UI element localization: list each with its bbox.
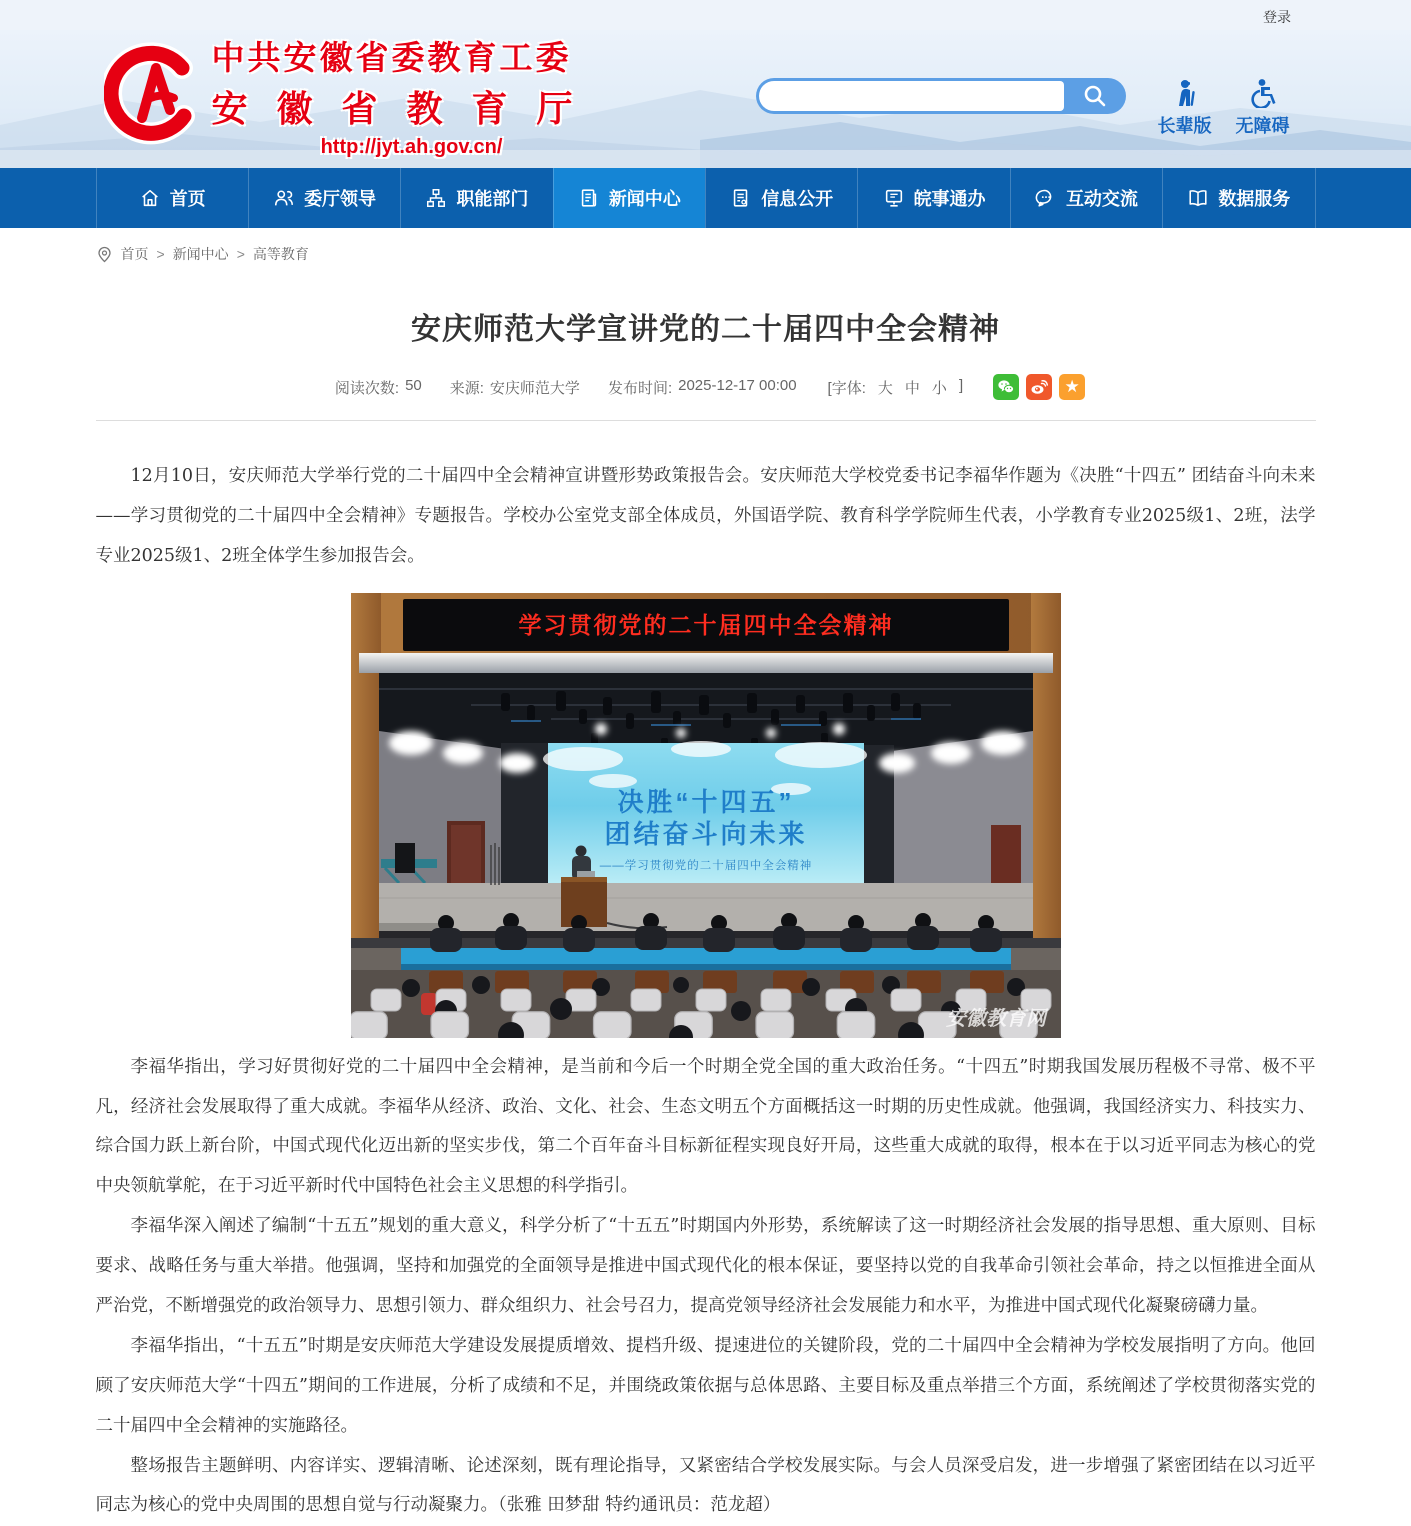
breadcrumb-separator: > — [236, 246, 245, 262]
font-label-end: ] — [958, 376, 964, 394]
article-paragraph: 整场报告主题鲜明、内容详实、逻辑清晰、论述深刻，既有理论指导，又紧密结合学校发展实际。与会人员深受启发，进一步增强了紧密团结在以习近平同志为核心的党中央周围的思想自觉与行动凝聚力。（张雅 田梦甜 特约通讯员：范龙超） — [95, 1455, 1316, 1516]
nav-label: 新闻中心 — [608, 189, 681, 209]
views-label: 阅读次数: — [334, 379, 400, 397]
article-meta — [96, 374, 1316, 400]
photo-screen-line1: 决胜“十四五” — [616, 786, 795, 817]
monitor-icon — [883, 187, 905, 209]
main-nav — [0, 168, 1411, 228]
nav-item-departments[interactable] — [400, 168, 552, 228]
site-logo[interactable] — [104, 32, 612, 159]
search-button[interactable] — [1064, 78, 1126, 114]
article-paragraph: 李福华深入阐述了编制“十五五”规划的重大意义，科学分析了“十五五”时期国内外形势，系统解读了这一时期经济社会发展的指导思想、重大原则、目标要求、战略任务与重大举措。他强调，坚持和加强党的全面领导是推进中国式现代化的根本保证，要坚持以党的自我革命引领社会革命，持之以恒推进全面从严治党，不断增强党的政治领导力、思想引领力、群众组织力、社会号召力，提高党领导经济社会发展能力和水平，为推进中国式现代化凝聚磅礴力量。 — [95, 1216, 1316, 1317]
meta-divider — [96, 420, 1316, 421]
date-label: 发布时间: — [607, 379, 673, 397]
nav-label: 信息公开 — [761, 189, 834, 209]
breadcrumb — [96, 244, 1316, 264]
home-icon — [139, 187, 161, 209]
search-box — [756, 78, 1126, 114]
article-paragraph: 12月10日，安庆师范大学举行党的二十届四中全会精神宣讲暨形势政策报告会。安庆师范大学校党委书记李福华作题为《决胜“十四五” 团结奋斗向未来——学习贯彻党的二十届四中全会精神》专题报告。学校办公室党支部全体成员，外国语学院、教育科学学院师生代表，小学教育专业2025级1、2班，法学专业2025级1、2班全体学生参加报告会。 — [95, 466, 1316, 566]
open-book-icon — [1187, 187, 1209, 209]
accessibility-label: 无障碍 — [1235, 116, 1290, 136]
org-name-line1: 中共安徽省委教育工委 — [211, 39, 572, 76]
nav-label: 职能部门 — [456, 189, 529, 209]
wheelchair-icon — [1248, 78, 1278, 108]
breadcrumb-higher-education[interactable]: 高等教育 — [252, 246, 309, 262]
search-input[interactable] — [759, 81, 1064, 111]
accessibility-link[interactable] — [1236, 78, 1290, 138]
login-link[interactable]: 登录 — [1263, 9, 1291, 25]
font-label: [字体: — [827, 379, 866, 397]
nav-item-interaction[interactable] — [1010, 168, 1162, 228]
article-body — [96, 457, 1316, 1526]
share-weibo-button[interactable] — [1026, 374, 1052, 400]
share-favorite-button[interactable] — [1059, 374, 1085, 400]
font-size-switcher — [825, 377, 967, 398]
nav-item-home[interactable] — [96, 168, 248, 228]
elder-mode-link[interactable] — [1158, 78, 1212, 138]
meta-date — [608, 377, 797, 398]
article-paragraph: 李福华指出，学习好贯彻好党的二十届四中全会精神，是当前和今后一个时期全党全国的重大政治任务。“十四五”时期我国发展历程极不寻常、极不平凡，经济社会发展取得了重大成就。李福华从经济、政治、文化、社会、生态文明五个方面概括这一时期的历史性成就。他强调，我国经济实力、科技实力、综合国力跃上新台阶，中国式现代化迈出新的坚实步伐，第二个百年奋斗目标新征程实现良好开局，这些重大成就的取得，根本在于以习近平同志为核心的党中央领航掌舵，在于习近平新时代中国特色社会主义思想的科学指引。 — [95, 1056, 1316, 1197]
source-value: 安庆师范大学 — [489, 379, 580, 397]
logo-emblem-icon — [104, 40, 204, 145]
article-photo — [351, 593, 1061, 1038]
meta-views — [335, 377, 422, 398]
nav-label: 数据服务 — [1218, 189, 1291, 209]
nav-item-leaders[interactable] — [248, 168, 400, 228]
nav-item-news[interactable] — [553, 168, 705, 228]
photo-led-banner-text: 学习贯彻党的二十届四中全会精神 — [518, 611, 893, 638]
site-header-banner — [0, 30, 1411, 168]
breadcrumb-news-center[interactable]: 新闻中心 — [172, 246, 229, 262]
nav-label: 委厅领导 — [304, 189, 377, 209]
nav-item-data[interactable] — [1162, 168, 1315, 228]
share-bar — [993, 374, 1085, 400]
nav-item-info-disclosure[interactable] — [705, 168, 857, 228]
elder-mode-label: 长辈版 — [1157, 116, 1212, 136]
search-icon — [1082, 83, 1108, 109]
document-icon — [730, 187, 752, 209]
wechat-icon — [997, 378, 1015, 396]
nav-label: 皖事通办 — [913, 189, 986, 209]
location-pin-icon — [96, 246, 113, 263]
share-wechat-button[interactable] — [993, 374, 1019, 400]
date-value: 2025-12-17 00:00 — [678, 376, 797, 394]
breadcrumb-separator: > — [156, 246, 165, 262]
photo-screen-line2: 团结奋斗向未来 — [603, 818, 808, 849]
org-url: http://jyt.ah.gov.cn/ — [320, 136, 503, 158]
source-label: 来源: — [449, 379, 484, 397]
top-strip — [0, 0, 1411, 30]
breadcrumb-home[interactable]: 首页 — [120, 246, 149, 262]
views-value: 50 — [405, 376, 422, 394]
article-paragraph: 李福华指出，“十五五”时期是安庆师范大学建设发展提质增效、提档升级、提速进位的关键阶段，党的二十届四中全会精神为学校发展指明了方向。他回顾了安庆师范大学“十四五”期间的工作进展，分析了成绩和不足，并围绕政策依据与总体思路、主要目标及重点举措三个方面，系统阐述了学校贯彻落实党的二十届四中全会精神的实施路径。 — [95, 1335, 1316, 1436]
meta-source — [450, 377, 580, 398]
nav-label: 首页 — [169, 189, 206, 209]
news-icon — [578, 187, 600, 209]
nav-label: 互动交流 — [1065, 189, 1138, 209]
people-icon — [273, 187, 295, 209]
chat-icon — [1035, 187, 1057, 209]
nav-item-services[interactable] — [857, 168, 1009, 228]
article-container — [96, 304, 1316, 1526]
photo-screen-line3: ——学习贯彻党的二十届四中全会精神 — [599, 859, 812, 872]
auditorium-photo — [351, 593, 1061, 1038]
elder-person-icon — [1170, 78, 1200, 108]
star-icon: ★ — [1064, 377, 1080, 396]
org-name-line2: 安徽省教育厅 — [211, 88, 602, 129]
org-chart-icon — [425, 187, 447, 209]
weibo-icon — [1030, 378, 1048, 396]
photo-watermark: 安徽教育网 — [945, 1007, 1046, 1030]
article-title: 安庆师范大学宣讲党的二十届四中全会精神 — [411, 313, 1000, 346]
font-size-large[interactable]: 大 — [877, 379, 893, 397]
font-size-small[interactable]: 小 — [931, 379, 947, 397]
font-size-medium[interactable]: 中 — [904, 379, 920, 397]
